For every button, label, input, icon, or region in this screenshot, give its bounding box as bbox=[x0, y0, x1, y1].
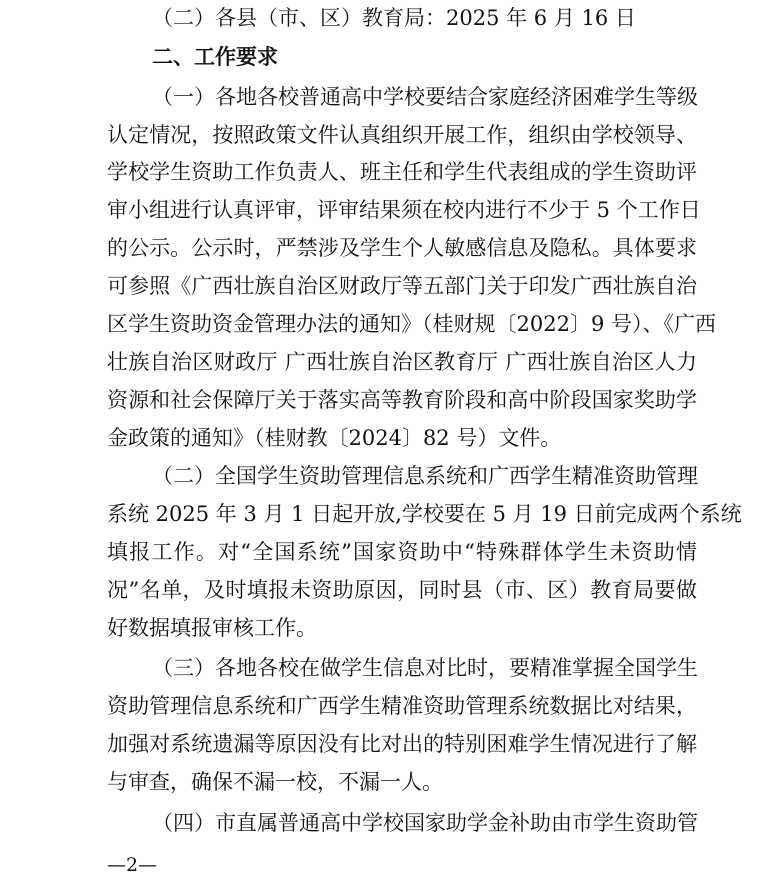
paragraph-1-line-4: 审小组进行认真评审，评审结果须在校内进行不少于 5 个工作日 bbox=[107, 198, 701, 222]
paragraph-1-line-9: 资源和社会保障厅关于落实高等教育阶段和高中阶段国家奖助学 bbox=[107, 388, 697, 412]
paragraph-3-line-1: （三）各地各校在做学生信息对比时，要精准掌握全国学生 bbox=[152, 656, 698, 680]
section-heading: 二、工作要求 bbox=[152, 45, 278, 69]
paragraph-1-line-8: 壮族自治区财政厅 广西壮族自治区教育厅 广西壮族自治区人力 bbox=[107, 350, 697, 374]
paragraph-1-line-5: 的公示。公示时，严禁涉及学生个人敏感信息及隐私。具体要求 bbox=[107, 236, 697, 260]
paragraph-1-line-2: 认定情况，按照政策文件认真组织开展工作，组织由学校领导、 bbox=[107, 123, 697, 147]
paragraph-2-line-3: 填报工作。对“全国系统”国家资助中“特殊群体学生未资助情 bbox=[107, 540, 697, 564]
paragraph-1-line-1: （一）各地各校普通高中学校要结合家庭经济困难学生等级 bbox=[152, 85, 698, 109]
paragraph-1-line-3: 学校学生资助工作负责人、班主任和学生代表组成的学生资助评 bbox=[107, 160, 697, 184]
top-line: （二）各县（市、区）教育局：2025 年 6 月 16 日 bbox=[152, 6, 636, 30]
paragraph-1-line-10: 金政策的通知》（桂财教〔2024〕82 号）文件。 bbox=[107, 426, 562, 450]
paragraph-3-line-3: 加强对系统遗漏等原因没有比对出的特别困难学生情况进行了解 bbox=[107, 732, 697, 756]
paragraph-2-line-4: 况”名单，及时填报未资助原因，同时县（市、区）教育局要做 bbox=[107, 578, 697, 602]
paragraph-3-line-2: 资助管理信息系统和广西学生精准资助管理系统数据比对结果， bbox=[107, 694, 697, 718]
paragraph-2-line-5: 好数据填报审核工作。 bbox=[107, 616, 317, 640]
paragraph-1-line-6: 可参照《广西壮族自治区财政厅等五部门关于印发广西壮族自治 bbox=[107, 274, 697, 298]
paragraph-4-line-1: （四）市直属普通高中学校国家助学金补助由市学生资助管 bbox=[152, 811, 698, 835]
paragraph-2-line-1: （二）全国学生资助管理信息系统和广西学生精准资助管理 bbox=[152, 464, 698, 488]
paragraph-2-line-2: 系统 2025 年 3 月 1 日起开放,学校要在 5 月 19 日前完成两个系统 bbox=[107, 502, 742, 526]
paragraph-1-line-7: 区学生资助资金管理办法的通知》（桂财规〔2022〕9 号）、《广西 bbox=[107, 312, 716, 336]
page-number: —2— bbox=[107, 854, 158, 876]
paragraph-3-line-4: 与审查，确保不漏一校，不漏一人。 bbox=[107, 770, 443, 794]
